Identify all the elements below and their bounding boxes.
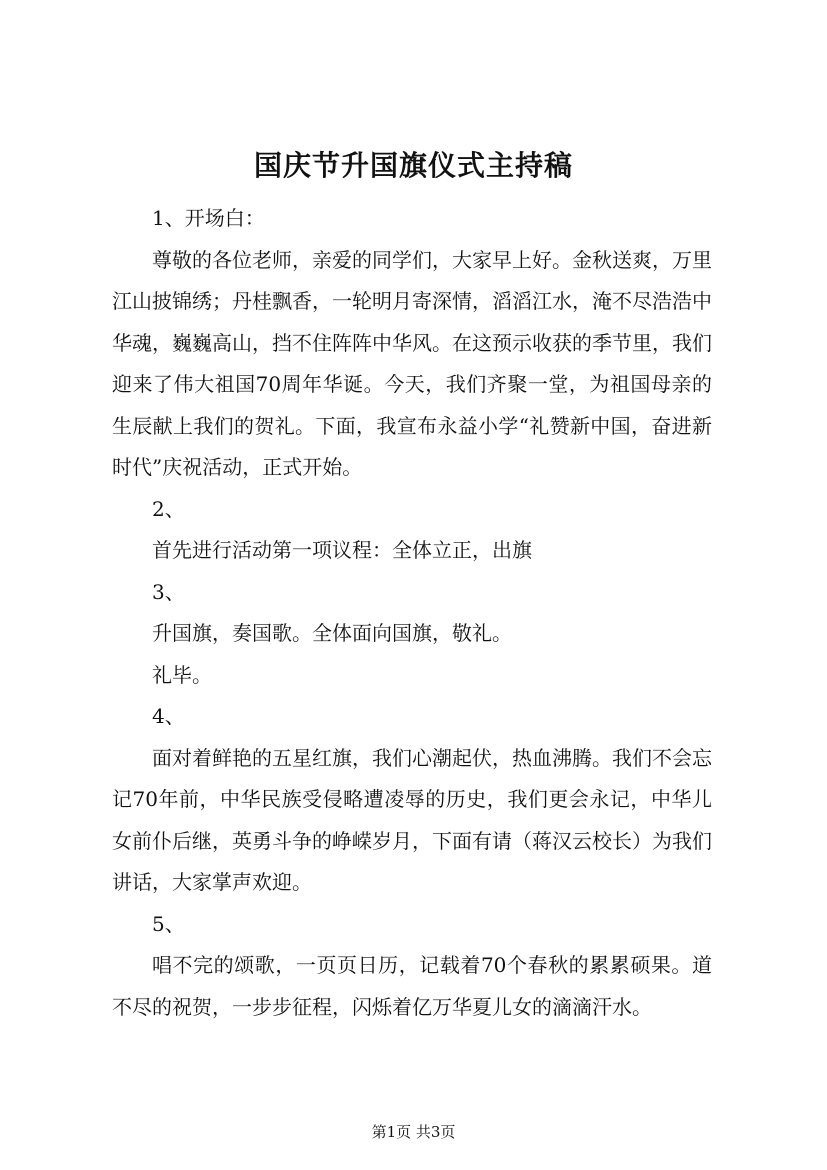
page-footer: 第1页 共3页 xyxy=(371,1123,456,1141)
paragraph-section-4-heading: 4、 xyxy=(152,704,185,728)
paragraph-section-4-text: 面对着鲜艳的五星红旗，我们心潮起伏，热血沸腾。我们不会忘记70年前，中华民族受侵略遭凌辱的历史，我们更会永记，中华儿女前仆后继，英勇斗争的峥嵘岁月，下面有请（蒋汉云校长）为我们讲话，大家掌声欢迎。 xyxy=(112,745,712,894)
paragraph-section-5-heading: 5、 xyxy=(152,911,185,936)
paragraph-opening-speech: 尊敬的各位老师，亲爱的同学们，大家早上好。金秋送爽，万里江山披锦绣；丹桂飘香，一轮明月寄深情，滔滔江水，淹不尽浩浩中华魂，巍巍高山，挡不住阵阵中华风。在这预示收获的季节里，我们迎来了伟大祖国70周年华诞。今天，我们齐聚一堂，为祖国母亲的生辰献上我们的贺礼。下面，我宣布永益小学“礼赞新中国，奋进新时代”庆祝活动，正式开始。 xyxy=(112,247,712,479)
paragraph-section-2-heading: 2、 xyxy=(152,496,185,521)
paragraph-section-5-text: 唱不完的颂歌，一页页日历，记载着70个春秋的累累硕果。道不尽的祝贺，一步步征程，闪烁着亿万华夏儿女的滴滴汗水。 xyxy=(112,953,712,1019)
paragraph-section-3-text: 升国旗，奏国歌。全体面向国旗，敬礼。 xyxy=(152,621,512,645)
document-title: 国庆节升国旗仪式主持稿 xyxy=(253,149,573,182)
paragraph-section-3-heading: 3、 xyxy=(152,579,185,604)
paragraph-section-3-end: 礼毕。 xyxy=(152,662,212,687)
paragraph-section-2-text: 首先进行活动第一项议程：全体立正，出旗 xyxy=(152,538,532,562)
document-body xyxy=(112,198,712,1028)
paragraph-opening-heading: 1、开场白： xyxy=(152,206,265,230)
